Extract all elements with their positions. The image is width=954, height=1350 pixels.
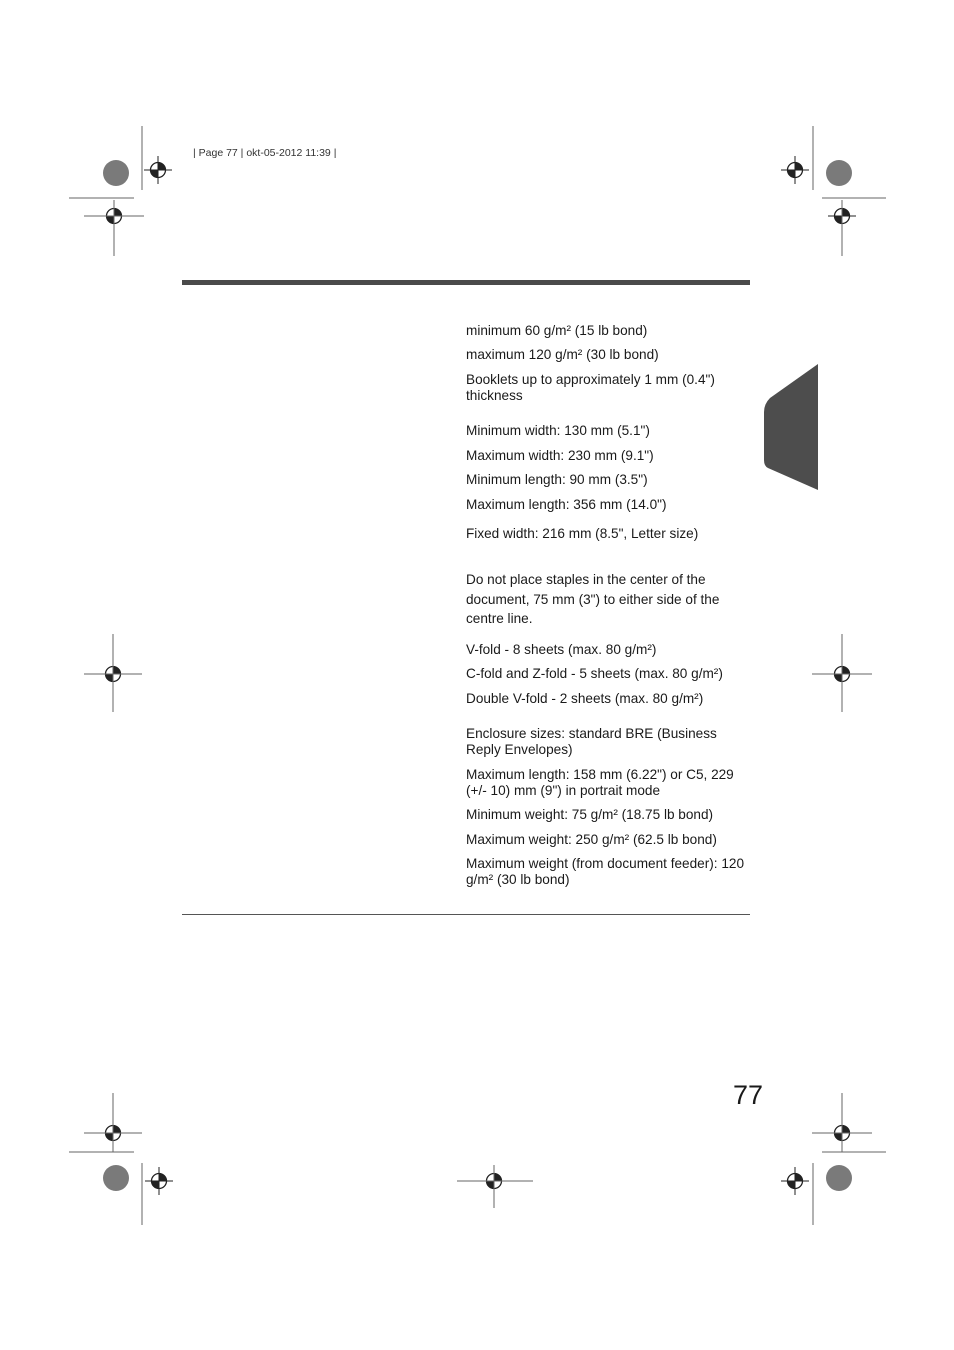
spec-enclosure-max-length: Maximum length: 158 mm (6.22") or C5, 229 (+/- 10) mm (9") in portrait mode <box>466 767 734 798</box>
spec-staples-note: Do not place staples in the center of the document, 75 mm (3") to either side of the centre line. <box>466 572 720 626</box>
registration-mark-icon <box>144 156 172 184</box>
spec-fixed-width: Fixed width: 216 mm (8.5", Letter size) <box>466 526 699 541</box>
print-info: | Page 77 | okt-05-2012 11:39 | <box>193 147 337 159</box>
gray-dot-icon <box>826 160 852 186</box>
spec-double-v-fold: Double V-fold - 2 sheets (max. 80 g/m²) <box>466 691 704 706</box>
spec-enclosure-min-weight: Minimum weight: 75 g/m² (18.75 lb bond) <box>466 807 714 822</box>
spec-max-width: Maximum width: 230 mm (9.1") <box>466 448 654 463</box>
spec-booklet-thickness: Booklets up to approximately 1 mm (0.4") thickness <box>466 372 715 403</box>
registration-mark-icon <box>145 1167 173 1195</box>
spec-enclosure-max-weight: Maximum weight: 250 g/m² (62.5 lb bond) <box>466 832 717 847</box>
page-number: 77 <box>733 1080 764 1110</box>
spec-min-width: Minimum width: 130 mm (5.1") <box>466 423 650 438</box>
spec-min-length: Minimum length: 90 mm (3.5") <box>466 472 648 487</box>
spec-paper-max-weight: maximum 120 g/m² (30 lb bond) <box>466 347 659 362</box>
gray-dot-icon <box>103 160 129 186</box>
gray-dot-icon <box>103 1165 129 1191</box>
gray-dot-icon <box>826 1165 852 1191</box>
spec-v-fold: V-fold - 8 sheets (max. 80 g/m²) <box>466 642 657 657</box>
spec-feeder-max-weight: Maximum weight (from document feeder): 120 g/m² (30 lb bond) <box>466 856 745 887</box>
spec-paper-min-weight: minimum 60 g/m² (15 lb bond) <box>466 323 648 338</box>
spec-enclosure-sizes: Enclosure sizes: standard BRE (Business Reply Envelopes) <box>466 726 717 757</box>
spec-max-length: Maximum length: 356 mm (14.0") <box>466 497 667 512</box>
registration-mark-icon <box>781 1167 809 1195</box>
spec-c-z-fold: C-fold and Z-fold - 5 sheets (max. 80 g/m²) <box>466 666 723 681</box>
registration-mark-icon <box>781 156 809 184</box>
